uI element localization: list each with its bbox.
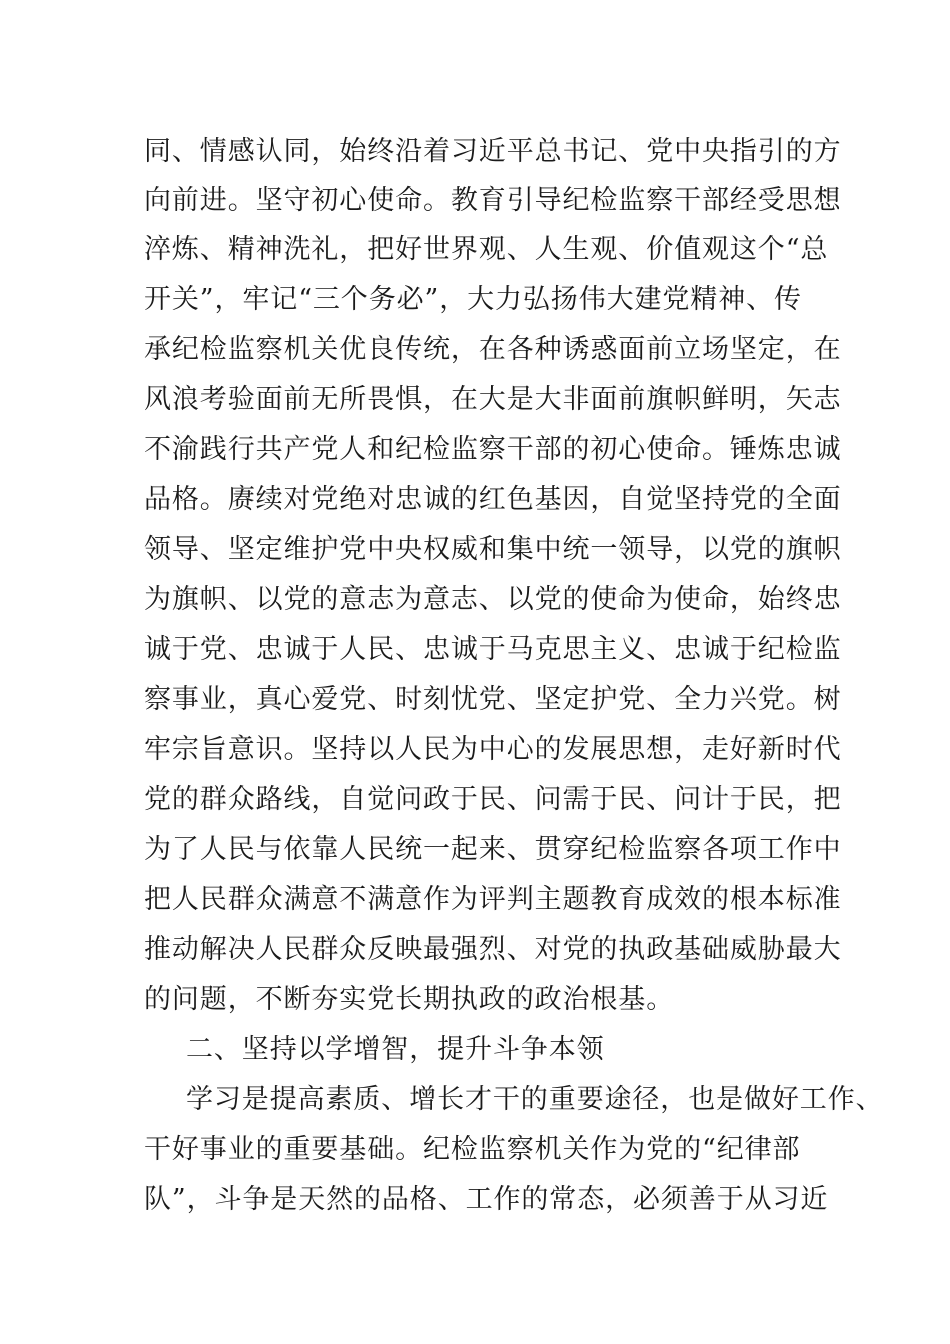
paragraph-line: 开关”，牢记“三个务必”，大力弘扬伟大建党精神、传 (144, 284, 802, 315)
paragraph-line: 为了人民与依靠人民统一起来、贯穿纪检监察各项工作中 (144, 834, 842, 865)
paragraph-line: 诚于党、忠诚于人民、忠诚于马克思主义、忠诚于纪检监 (144, 634, 842, 665)
paragraph-line: 队”，斗争是天然的品格、工作的常态，必须善于从习近 (144, 1184, 829, 1215)
paragraph-line: 学习是提高素质、增长才干的重要途径，也是做好工作、 (186, 1084, 884, 1115)
paragraph-line: 干好事业的重要基础。纪检监察机关作为党的“纪律部 (144, 1134, 801, 1165)
paragraph-line: 淬炼、精神洗礼，把好世界观、人生观、价值观这个“总 (144, 234, 829, 265)
paragraph-line: 承纪检监察机关优良传统，在各种诱惑面前立场坚定，在 (144, 334, 842, 365)
paragraph-line: 推动解决人民群众反映最强烈、对党的执政基础威胁最大 (144, 934, 842, 965)
paragraph-line: 领导、坚定维护党中央权威和集中统一领导，以党的旗帜 (144, 534, 842, 565)
paragraph-line: 党的群众路线，自觉问政于民、问需于民、问计于民，把 (144, 784, 842, 815)
paragraph-line: 同、情感认同，始终沿着习近平总书记、党中央指引的方 (144, 136, 842, 167)
paragraph-line: 不渝践行共产党人和纪检监察干部的初心使命。锤炼忠诚 (144, 434, 842, 465)
paragraph-line: 把人民群众满意不满意作为评判主题教育成效的根本标准 (144, 884, 842, 915)
paragraph-line: 察事业，真心爱党、时刻忧党、坚定护党、全力兴党。树 (144, 684, 842, 715)
paragraph-line: 为旗帜、以党的意志为意志、以党的使命为使命，始终忠 (144, 584, 842, 615)
paragraph-line: 风浪考验面前无所畏惧，在大是大非面前旗帜鲜明，矢志 (144, 384, 842, 415)
paragraph-line: 牢宗旨意识。坚持以人民为中心的发展思想，走好新时代 (144, 734, 842, 765)
paragraph-line: 向前进。坚守初心使命。教育引导纪检监察干部经受思想 (144, 185, 842, 216)
paragraph-line: 品格。赓续对党绝对忠诚的红色基因，自觉坚持党的全面 (144, 484, 842, 515)
paragraph-line: 的问题，不断夯实党长期执政的政治根基。 (144, 984, 675, 1015)
section-heading: 二、坚持以学增智，提升斗争本领 (186, 1034, 605, 1065)
